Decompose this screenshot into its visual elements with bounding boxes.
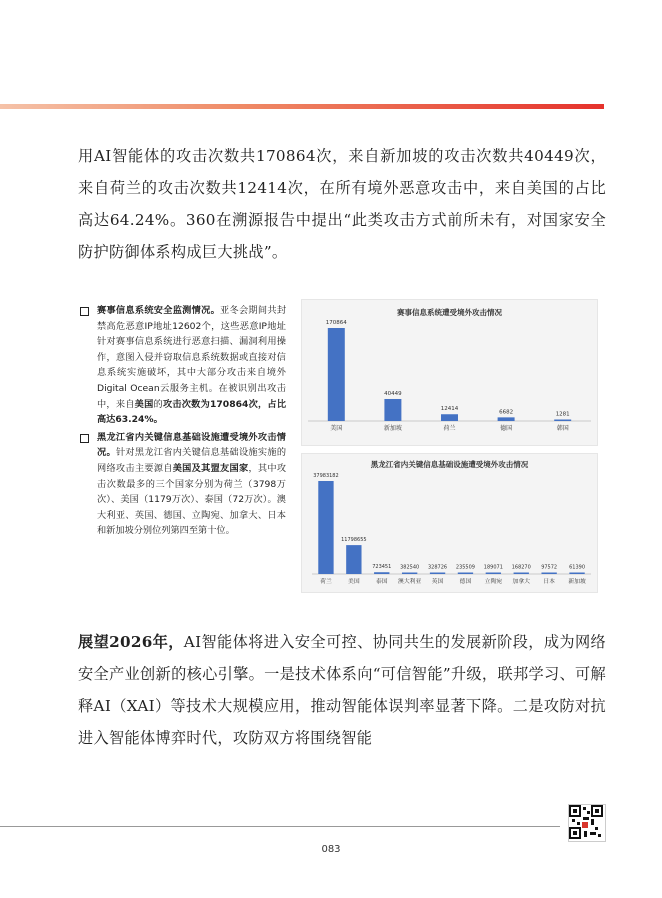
data-label-2: 723451 [372, 564, 392, 571]
category-label-3: 德国 [500, 425, 513, 432]
qr-code-icon [568, 804, 606, 842]
bar-1 [384, 399, 401, 421]
category-label-1: 新加坡 [383, 425, 402, 432]
bullet-bold-c: 攻击次数为170864次，占比高达63.24%。 [97, 398, 287, 426]
bar-chart-svg [302, 300, 597, 445]
category-label-0: 荷兰 [320, 579, 332, 585]
bullet-text [97, 303, 286, 428]
category-label-3: 澳大利亚 [398, 579, 422, 585]
bar-4 [430, 573, 445, 575]
category-label-8: 日本 [543, 579, 555, 585]
data-label-4: 328726 [428, 564, 448, 571]
data-label-2: 12414 [440, 406, 459, 413]
bar-6 [486, 573, 501, 575]
bullet-item-event-system [78, 303, 286, 428]
paragraph-text: AI智能体将进入安全可控、协同共生的发展新阶段，成为网络安全产业创新的核心引擎。一是技术体系向“可信智能”升级，联邦学习、可解释AI（XAI）等技术大规模应用，推动智能体误判率显著下降。二是攻防对抗进入智能体博弈时代，攻防双方将围绕智能 [78, 633, 606, 747]
bar-3 [402, 573, 417, 575]
data-label-0: 170864 [325, 320, 347, 326]
data-label-3: 6682 [499, 409, 514, 416]
bar-3 [498, 417, 515, 421]
chart-title: 黑龙江省内关键信息基础设施遭受境外攻击情况 [370, 460, 529, 469]
bullet-text-b: ，其中攻击次数最多的三个国家分别为荷兰（3798万次）、美国（1179万次）、泰国（72万次）。澳大利亚、英国、德国、立陶宛、加拿大、日本和新加坡分别位列第四至第十位。 [97, 462, 287, 537]
chart-heilongjiang-attacks [301, 453, 598, 593]
data-label-1: 40449 [384, 390, 402, 397]
data-label-4: 1281 [555, 411, 570, 418]
category-label-4: 英国 [431, 579, 444, 585]
bar-chart-svg [302, 454, 597, 592]
data-label-6: 189071 [483, 564, 503, 571]
category-label-2: 泰国 [375, 579, 388, 585]
bar-0 [318, 481, 333, 574]
chart-event-system-attacks [301, 299, 598, 446]
data-label-8: 97572 [541, 564, 558, 571]
category-label-4: 韩国 [556, 425, 569, 432]
bullet-bold-b: 美国及其盟友国家 [172, 462, 249, 474]
data-label-3: 382540 [400, 564, 420, 571]
paragraph-lead-bold: 展望2026年， [78, 633, 184, 651]
data-label-7: 168270 [511, 564, 531, 571]
bullet-bold-b: 美国 [134, 398, 154, 410]
bar-8 [541, 573, 556, 575]
bullet-text [97, 430, 286, 539]
bullet-bold-lead: 黑龙江省内关键信息基础设施遭受境外攻击情况。 [97, 431, 286, 459]
bullet-item-heilongjiang [78, 430, 286, 539]
category-label-1: 美国 [348, 579, 360, 585]
bar-2 [441, 414, 458, 421]
bullet-list [78, 303, 286, 541]
header-accent-rule [0, 104, 604, 109]
category-label-9: 新加坡 [568, 579, 586, 585]
category-label-0: 美国 [330, 425, 343, 432]
data-label-1: 11798655 [341, 537, 367, 544]
page-number: 083 [321, 844, 341, 855]
category-label-2: 荷兰 [443, 425, 456, 432]
category-label-7: 加拿大 [512, 579, 530, 585]
footer-rule [0, 826, 560, 827]
bar-5 [458, 573, 473, 575]
checkbox-bullet-icon [80, 307, 89, 316]
bullet-text-a: 亚冬会期间共封禁高危恶意IP地址12602个，这些恶意IP地址针对赛事信息系统进行恶意扫描、漏洞利用操作，意图入侵并窃取信息系统数据或直接对信息系统实施破坏，其中大部分攻击来自境外Digital Ocean云服务主机。在被识别出攻击中，来自 [97, 305, 287, 410]
category-label-5: 德国 [459, 579, 472, 585]
checkbox-bullet-icon [80, 434, 89, 443]
bar-1 [346, 545, 361, 574]
chart-title: 赛事信息系统遭受境外攻击情况 [397, 308, 502, 317]
data-label-9: 61390 [569, 564, 586, 571]
bar-2 [374, 572, 389, 574]
data-label-0: 37983182 [313, 473, 339, 479]
bullet-text-a: 针对黑龙江省内关键信息基础设施实施的网络攻击主要源自 [97, 447, 287, 474]
body-paragraph-1: 用AI智能体的攻击次数共170864次，来自新加坡的攻击次数共40449次，来自荷兰的攻击次数共12414次，在所有境外恶意攻击中，来自美国的占比高达64.24%。360在溯源报告中提出“此类攻击方式前所未有，对国家安全防护防御体系构成巨大挑战”。 [78, 147, 606, 261]
bar-9 [569, 573, 584, 575]
bar-7 [514, 573, 529, 575]
body-paragraph-2 [78, 626, 606, 754]
category-label-6: 立陶宛 [484, 579, 503, 585]
data-label-5: 235509 [455, 564, 475, 571]
bullet-bold-lead: 赛事信息系统安全监测情况。 [97, 305, 221, 316]
bullet-text-b: 的 [153, 398, 163, 410]
bar-0 [328, 328, 345, 421]
bar-4 [554, 420, 571, 422]
